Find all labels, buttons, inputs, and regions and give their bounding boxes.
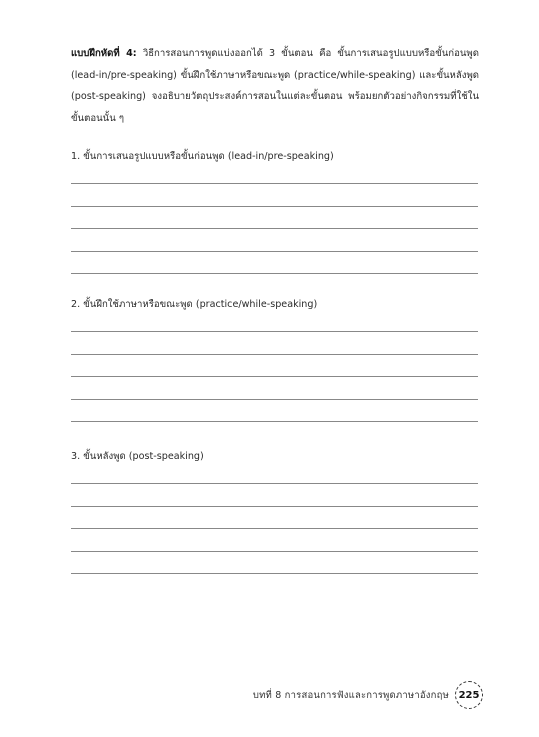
- answer-line[interactable]: [71, 252, 478, 275]
- answer-line[interactable]: [71, 355, 478, 378]
- answer-line[interactable]: [71, 529, 478, 552]
- answer-line[interactable]: [71, 170, 478, 184]
- section-title: 3. ขั้นหลังพูด (post-speaking): [71, 451, 204, 462]
- answer-line[interactable]: [71, 332, 478, 355]
- answer-line[interactable]: [71, 470, 478, 484]
- section-title: 1. ขั้นการเสนอรูปแบบหรือขั้นก่อนพูด (lead-in/pre-speaking): [71, 151, 334, 162]
- section-title: 2. ขั้นฝึกใช้ภาษาหรือขณะพูด (practice/while-speaking): [71, 299, 318, 310]
- page-number-badge: 225: [455, 681, 483, 709]
- exercise-instruction: [71, 43, 479, 129]
- answer-line[interactable]: [71, 229, 478, 252]
- answer-section-1: [71, 150, 478, 274]
- answer-line[interactable]: [71, 184, 478, 207]
- answer-lines[interactable]: [71, 170, 478, 274]
- answer-line[interactable]: [71, 400, 478, 423]
- page-footer: [253, 681, 483, 709]
- answer-lines[interactable]: [71, 470, 478, 574]
- answer-line[interactable]: [71, 507, 478, 530]
- answer-line[interactable]: [71, 377, 478, 400]
- exercise-label: แบบฝึกหัดที่ 4:: [71, 48, 137, 59]
- answer-lines[interactable]: [71, 318, 478, 422]
- exercise-text: วิธีการสอนการพูดแบ่งออกได้ 3 ขั้นตอน คือ ขั้นการเสนอรูปแบบหรือขั้นก่อนพูด (lead-in/pre-speaking) ขั้นฝึกใช้ภาษาหรือขณะพูด (practice/while-speaking) และขั้นหลังพูด (post-speaking) จงอธิบายวัตถุประสงค์การสอนในแต่ละขั้นตอน พร้อมยกตัวอย่างกิจกรรมที่ใช้ในขั้นตอนนั้น ๆ: [71, 48, 479, 124]
- answer-line[interactable]: [71, 484, 478, 507]
- answer-section-3: [71, 450, 478, 574]
- answer-line[interactable]: [71, 318, 478, 332]
- answer-line[interactable]: [71, 552, 478, 575]
- answer-line[interactable]: [71, 207, 478, 230]
- chapter-title: บทที่ 8 การสอนการฟังและการพูดภาษาอังกฤษ: [252, 689, 449, 701]
- answer-section-2: [71, 298, 478, 422]
